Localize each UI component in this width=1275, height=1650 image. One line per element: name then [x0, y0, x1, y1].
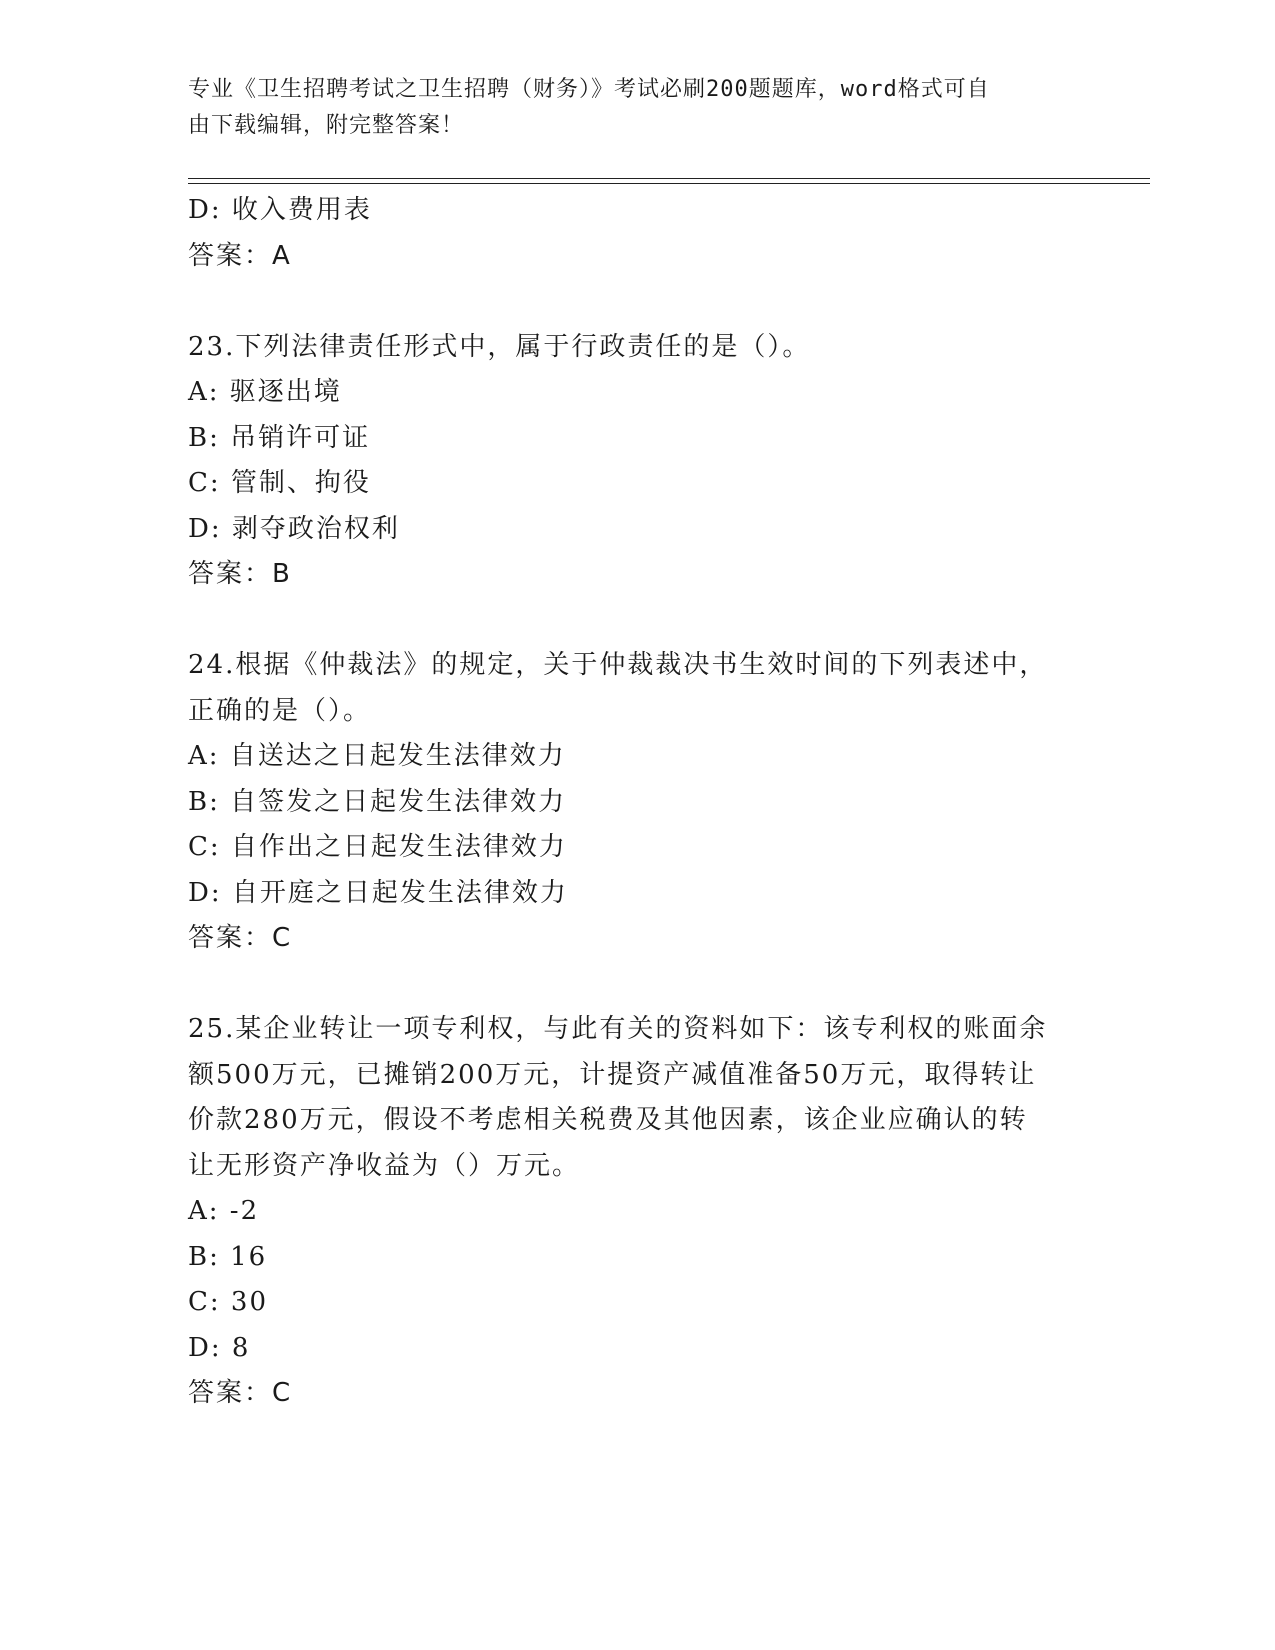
prev-option-d: D: 收入费用表: [188, 195, 372, 225]
option-a: A: 自送达之日起发生法律效力: [188, 741, 566, 771]
answer: 答案：C: [188, 923, 293, 953]
question-stem-line: 24.根据《仲裁法》的规定，关于仲裁裁决书生效时间的下列表述中，: [188, 650, 1048, 680]
answer: 答案：C: [188, 1378, 293, 1408]
question-25: [188, 1007, 1088, 1417]
question-stem-line: 正确的是（）。: [188, 695, 372, 726]
option-d: D: 剥夺政治权利: [188, 513, 400, 544]
question-stem-line: 让无形资产净收益为（）万元。: [188, 1150, 581, 1181]
option-c: C: 管制、拘役: [188, 468, 371, 498]
question-24: [188, 643, 1088, 962]
header-line-1: 专业《卫生招聘考试之卫生招聘（财务）》考试必刷200题题库，word格式可自: [188, 77, 990, 102]
question-stem-line: 价款280万元，假设不考虑相关税费及其他因素，该企业应确认的转: [188, 1105, 1028, 1135]
question-stem-line: 25.某企业转让一项专利权，与此有关的资料如下：该专利权的账面余: [188, 1014, 1048, 1044]
question-content: [188, 188, 1088, 1417]
question-stem-line: 额500万元，已摊销200万元，计提资产减值准备50万元，取得转让: [188, 1059, 1037, 1090]
option-b: B: 16: [188, 1241, 268, 1272]
question-stem-line: 23.下列法律责任形式中，属于行政责任的是（）。: [188, 331, 811, 362]
option-c: C: 自作出之日起发生法律效力: [188, 832, 567, 862]
prev-answer: 答案：A: [188, 240, 292, 271]
header-divider-bottom: [188, 183, 1150, 184]
option-b: B: 自签发之日起发生法律效力: [188, 786, 567, 817]
option-b: B: 吊销许可证: [188, 422, 371, 453]
answer: 答案：B: [188, 559, 292, 589]
question-23: [188, 325, 1088, 598]
option-d: D: 自开庭之日起发生法律效力: [188, 877, 568, 908]
document-header: [188, 72, 1068, 144]
option-c: C: 30: [188, 1287, 269, 1317]
header-divider-top: [188, 178, 1150, 179]
header-line-2: 由下载编辑，附完整答案！: [188, 113, 465, 138]
option-a: A: 驱逐出境: [188, 377, 342, 407]
option-a: A: -2: [188, 1196, 260, 1226]
option-d: D: 8: [188, 1332, 251, 1363]
